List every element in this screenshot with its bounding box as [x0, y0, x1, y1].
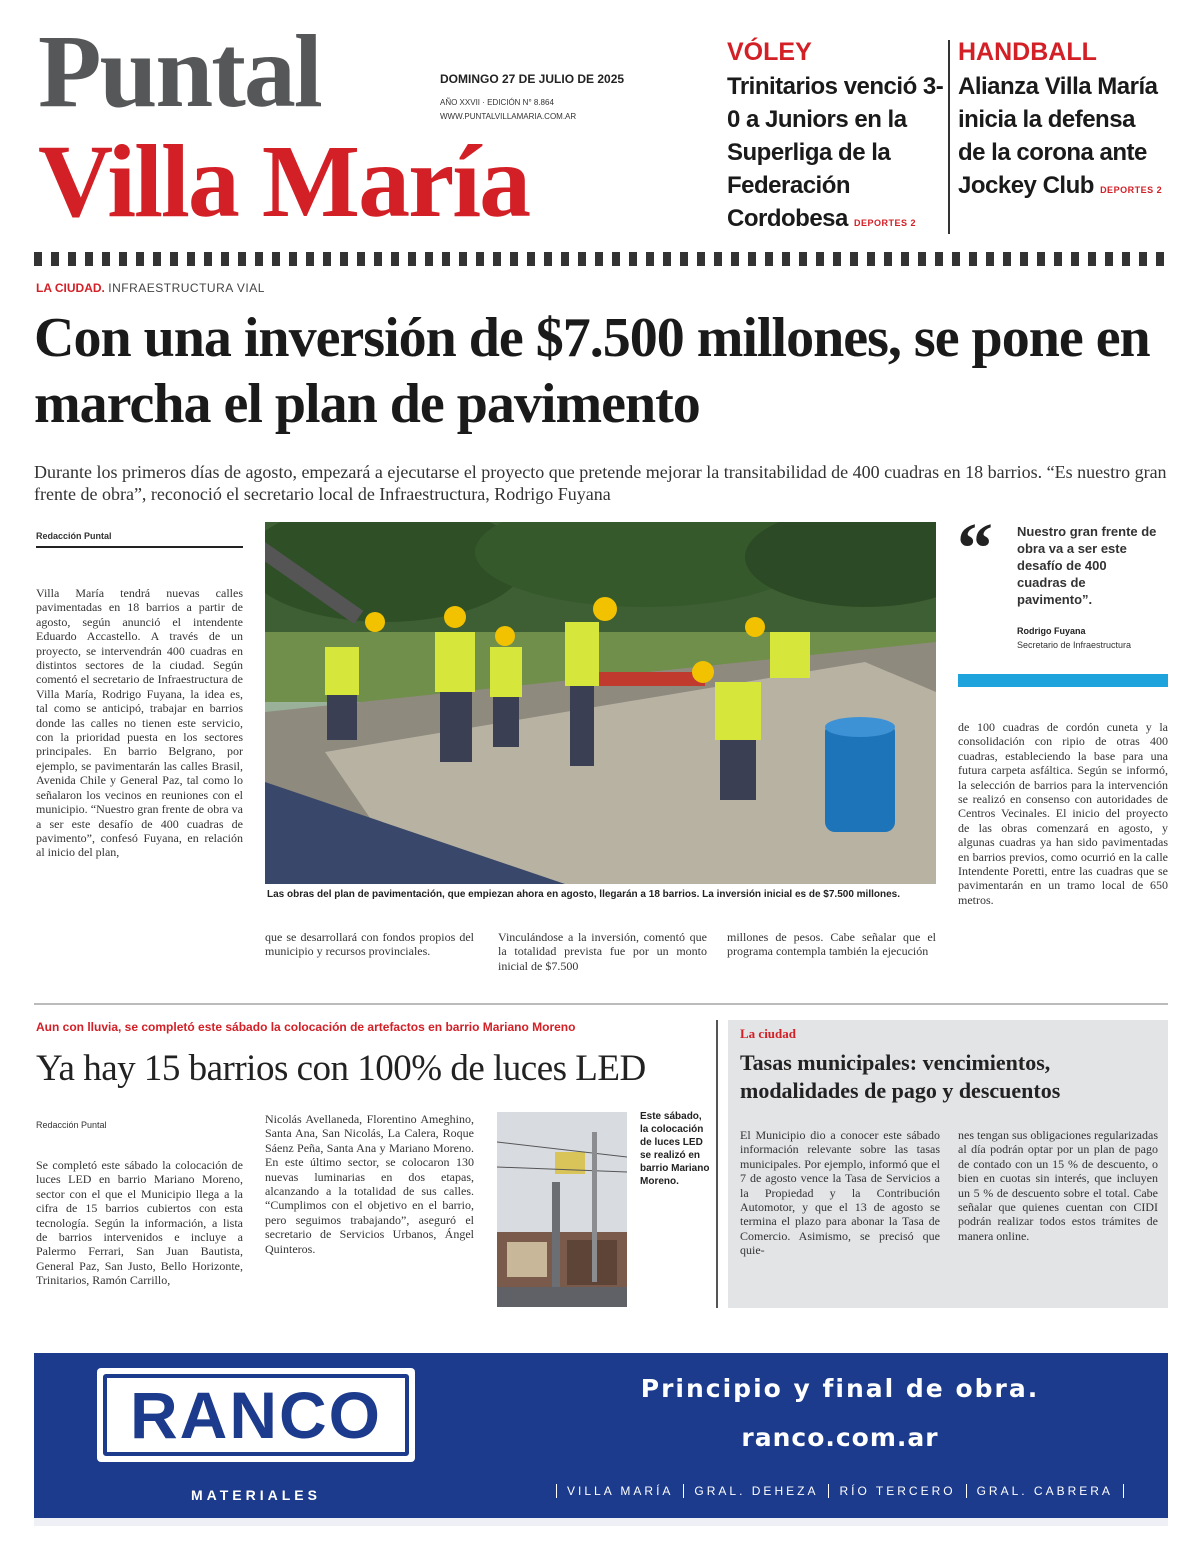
- main-dek: Durante los primeros días de agosto, empezará a ejecutarse el proyecto que pretende mejorar la transitabilidad de 400 cuadras en 18 barrios. “Es nuestro gran frente de obra”, reconoció el secretario local de Infraestructura, Rodrigo Fuyana: [34, 462, 1167, 504]
- ad-slogan: Principio y final de obra.: [640, 1374, 1040, 1403]
- edition-date: DOMINGO 27 DE JULIO DE 2025: [440, 72, 625, 86]
- tasas-body-column-2: nes tengan sus obligaciones regularizadas al día podrán optar por un plan de pago de contado con un 15 % de descuento, o bien en cuotas sin interés, que incluyen un 5 % de descuento sobre el total. Cabe señalar que quienes cuentan con CIDI podrán realizar todos estos trámites de manera online.: [958, 1128, 1158, 1243]
- main-byline: Redacción Puntal: [36, 531, 112, 541]
- teaser-title: Alianza Villa María inicia la defensa de la corona ante Jockey Club DEPORTES 2: [958, 73, 1163, 199]
- column-divider: [716, 1020, 718, 1308]
- pull-quote-accent-bar: [958, 674, 1168, 687]
- ad-city-list: [540, 1484, 1140, 1498]
- tasas-headline[interactable]: Tasas municipales: vencimientos, modalidades de pago y descuentos: [740, 1050, 1061, 1103]
- tasas-body-column-1: El Municipio dio a conocer este sábado información relevante sobre las tasas municipales. Por ejemplo, informó que el 7 de agosto vence la Tasa de Servicios a la Propiedad y la Contribución Automotor, y que el 13 de agosto se termina el plazo para abonar la Tasa de Comercio. Asimismo, se precisó que quie-: [740, 1128, 940, 1258]
- teaser-handball[interactable]: [958, 38, 1168, 207]
- led-photo-caption: Este sábado, la colocación de luces LED se realizó en barrio Mariano Moreno.: [640, 1111, 710, 1187]
- section-label: LA CIUDAD.: [36, 281, 105, 295]
- paving-work-photo[interactable]: [265, 522, 936, 884]
- tasas-kicker: La ciudad: [740, 1026, 796, 1041]
- bottom-strip: [34, 1518, 1168, 1526]
- main-body-column-4: millones de pesos. Cabe señalar que el programa contempla también la ejecución: [727, 930, 936, 959]
- pull-quote-name: Rodrigo Fuyana: [1017, 626, 1086, 636]
- pull-quote-text: Nuestro gran frente de obra va a ser este desafío de 400 cuadras de pavimento”.: [1017, 524, 1157, 607]
- ad-city: RÍO TERCERO: [828, 1484, 965, 1498]
- ranco-subtitle: MATERIALES: [191, 1487, 321, 1503]
- ad-city: GRAL. CABRERA: [966, 1484, 1124, 1498]
- edition-number: AÑO XXVII · EDICIÓN N° 8.864: [440, 98, 554, 107]
- led-body-column-2: Nicolás Avellaneda, Florentino Ameghino, Santa Ana, San Nicolás, La Calera, Roque Sáenz Peña, Santa Ana y Mariano Moreno. En este último sector, se colocaron 130 nuevas luminarias en dos etapas, alcanzando a la totalidad de sus calles. “Cumplimos con el objetivo en el barrio, pero seguimos trabajando”, aseguró el secretario de Servicios Urbanos, Ángel Quinteros.: [265, 1112, 474, 1256]
- teaser-section-ref: DEPORTES 2: [1100, 185, 1163, 195]
- ad-city: VILLA MARÍA: [556, 1484, 683, 1498]
- teaser-divider: [948, 40, 950, 234]
- main-body-column-1: Villa María tendrá nuevas calles pavimentadas en 18 barrios a partir de agosto, según anunció el intendente Eduardo Accastello. A través de un proyecto, se intervendrán 400 cuadras en distintos sectores de la ciudad. Según comentó el secretario de Infraestructura de Villa María, Rodrigo Fuyana, la idea es, tal como se anticipó, trabajar en barrios donde las calles no tienen este servicio, con la prioridad puesta en los sectores principales. En barrio Belgrano, por ejemplo, se pavimentarán las calles Brasil, Avenida Chile y General Paz, tal como lo señalaron los vecinos en reuniones con el municipio. “Nuestro gran frente de obra va a ser este desafío de 400 cuadras de pavimento”, confesó Fuyana, en relación al inicio del plan,: [36, 586, 243, 860]
- main-body-column-2: que se desarrollará con fondos propios del municipio y recursos provinciales.: [265, 930, 474, 959]
- subsection-label: INFRAESTRUCTURA VIAL: [108, 281, 265, 295]
- teaser-kicker: VÓLEY: [727, 38, 812, 66]
- paving-work-illustration: [265, 522, 936, 884]
- streetlight-illustration: [497, 1112, 627, 1307]
- masthead-title-line1: Puntal: [38, 14, 321, 129]
- quote-mark-icon: “: [957, 508, 993, 588]
- ad-city: GRAL. DEHEZA: [683, 1484, 828, 1498]
- masthead-dashed-divider: [34, 252, 1166, 266]
- teaser-kicker: HANDBALL: [958, 38, 1097, 66]
- led-headline[interactable]: Ya hay 15 barrios con 100% de luces LED: [36, 1048, 646, 1089]
- ad-url-link[interactable]: ranco.com.ar: [741, 1423, 939, 1452]
- section-tag: [36, 281, 265, 295]
- led-body-column-1: Se completó este sábado la colocación de luces LED en barrio Mariano Moreno, sector con el que el Municipio llega a la cifra de 15 barrios cubiertos con esta tecnología. Según la información, a lista de barrios intervenidos e incluye a Palermo Ferrari, San Juan Bautista, General Paz, San Justo, Bello Horizonte, Trinitarios, Ramón Carrillo,: [36, 1158, 243, 1288]
- teaser-voley[interactable]: [727, 38, 949, 240]
- main-photo-caption: Las obras del plan de pavimentación, que empiezan ahora en agosto, llegarán a 18 barrios. La inversión inicial es de $7.500 millones.: [267, 889, 900, 900]
- led-kicker: Aun con lluvia, se completó este sábado la colocación de artefactos en barrio Mariano Moreno: [36, 1020, 576, 1034]
- ranco-logo: RANCO: [130, 1378, 382, 1452]
- byline-rule: [36, 546, 243, 548]
- main-body-column-3: Vinculándose a la inversión, comentó que la totalidad prevista fue por un monto inicial de $7.500: [498, 930, 707, 973]
- teaser-title: Trinitarios venció 3-0 a Juniors en la Superliga de la Federación Cordobesa DEPORTES 2: [727, 73, 944, 232]
- section-divider: [34, 1003, 1168, 1005]
- main-body-column-5: de 100 cuadras de cordón cuneta y la consolidación con ripio de otras 400 cuadras, estableciendo la base para una futura carpeta asfáltica. Según se informó, la selección de barrios para la intervención se realizó en consenso con autoridades de Centros Vecinales. El inicio del proyecto de las obras comenzará en agosto, y algunas cuadras ya han sido pavimentadas en barrios previos, como ocurrió en la calle Intendente Poretti, entre las cuadras que se pavimentarán en un tramo local de 650 metros.: [958, 720, 1168, 907]
- pull-quote-role: Secretario de Infraestructura: [1017, 640, 1132, 650]
- main-headline[interactable]: Con una inversión de $7.500 millones, se pone en marcha el plan de pavimento: [34, 307, 1150, 435]
- led-streetlight-photo[interactable]: [497, 1112, 627, 1307]
- led-byline: Redacción Puntal: [36, 1120, 107, 1130]
- website-link[interactable]: WWW.PUNTALVILLAMARIA.COM.AR: [440, 112, 577, 121]
- teaser-section-ref: DEPORTES 2: [854, 218, 917, 228]
- masthead-title-line2: Villa María: [38, 124, 530, 239]
